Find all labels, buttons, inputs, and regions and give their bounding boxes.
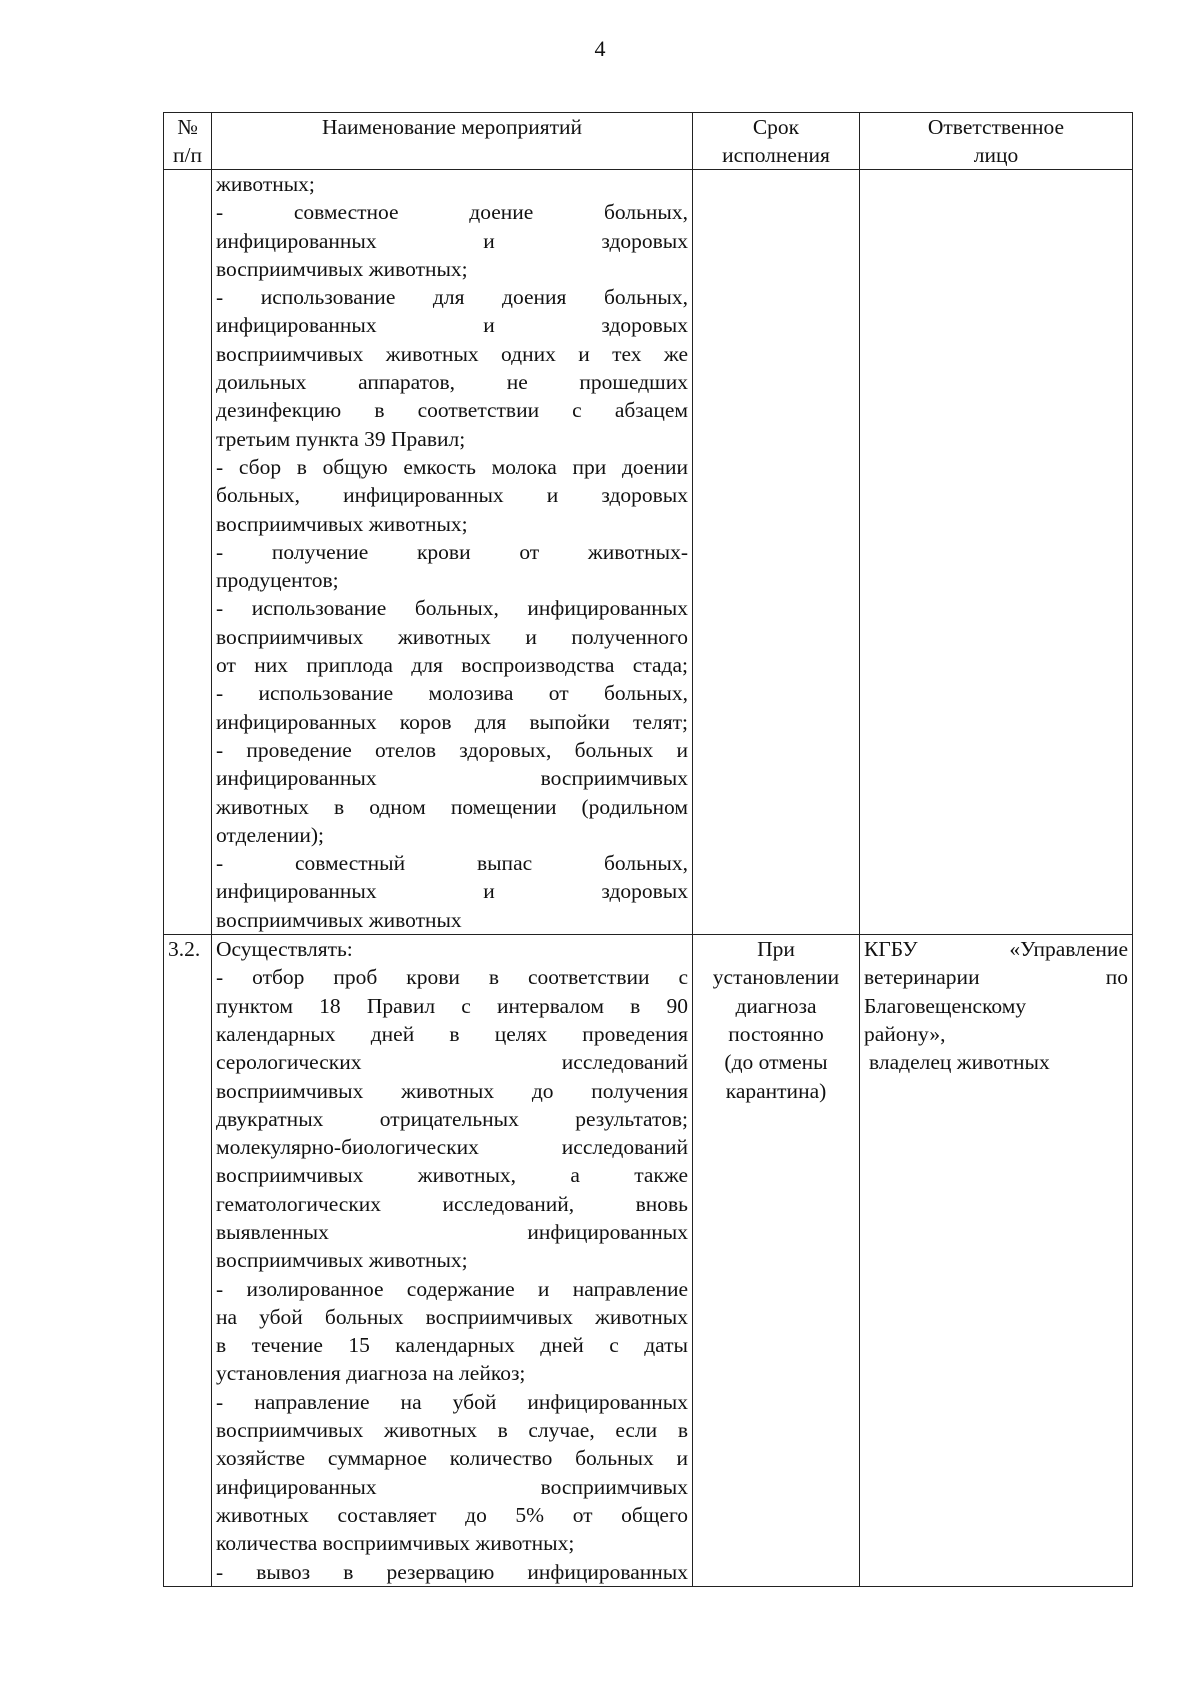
header-num: № п/п (164, 113, 212, 170)
page-number: 4 (594, 36, 606, 61)
row2-term: При установлении диагноза постоянно (до отмены карантина) (693, 935, 860, 1587)
row1-name: животных; - совместное доение больных, инфицированных и здоровых восприимчивых животных; - использование для доения больных, инфицированных и здоровых восприимчивых животных одних и тех же доильных аппаратов, не прошедших дезинфекцию в соответствии с абзацем третьим пункта 39 Правил; - сбор в общую емкость молока при доении больных, инфицированных и здоровых восприимчивых животных; - получение крови от животных- продуцентов; - использование больных, инфицированных восприимчивых животных и полученного от них приплода для воспроизводства стада; - использование молозива от больных, инфицированных коров для выпойки телят; - проведение отелов здоровых, больных и инфицированных восприимчивых животных в одном помещении (родильном отделении); - совместный выпас больных, инфицированных и здоровых восприимчивых животных (212, 170, 693, 935)
header-name: Наименование мероприятий (212, 113, 693, 170)
row1-num (164, 170, 212, 935)
row2-responsible: КГБУ «Управление ветеринарии по Благовещенскому району», владелец животных (860, 935, 1133, 1587)
table-row (164, 170, 1133, 935)
measures-table (163, 112, 1133, 1587)
table-row (164, 935, 1133, 1587)
row1-responsible (860, 170, 1133, 935)
header-responsible: Ответственное лицо (860, 113, 1133, 170)
row2-num: 3.2. (164, 935, 212, 1587)
table-header-row (164, 113, 1133, 170)
row2-name: Осуществлять: - отбор проб крови в соответствии с пунктом 18 Правил с интервалом в 90 календарных дней в целях проведения серологических исследований восприимчивых животных до получения двукратных отрицательных результатов; молекулярно-биологических исследований восприимчивых животных, а также гематологических исследований, вновь выявленных инфицированных восприимчивых животных; - изолированное содержание и направление на убой больных восприимчивых животных в течение 15 календарных дней с даты установления диагноза на лейкоз; - направление на убой инфицированных восприимчивых животных в случае, если в хозяйстве суммарное количество больных и инфицированных восприимчивых животных составляет до 5% от общего количества восприимчивых животных; - вывоз в резервацию инфицированных (212, 935, 693, 1587)
header-term: Срок исполнения (693, 113, 860, 170)
row1-term (693, 170, 860, 935)
